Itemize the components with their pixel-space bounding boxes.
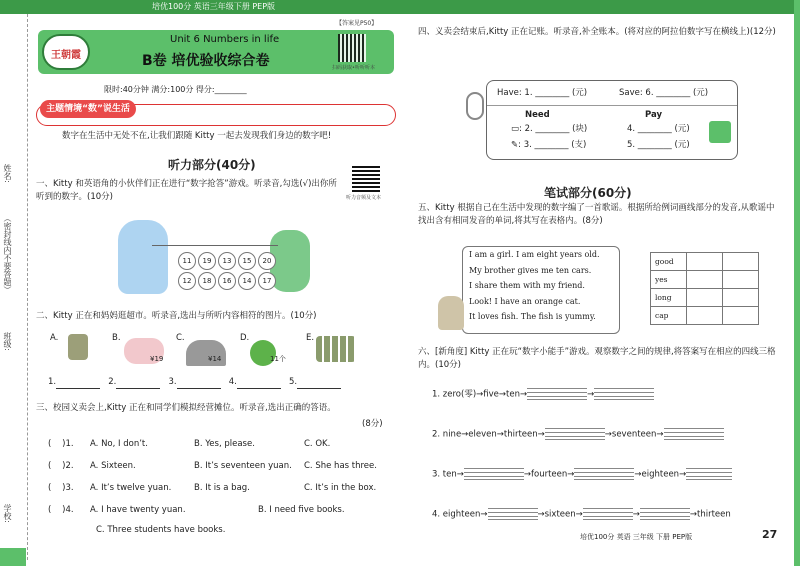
exam-meta: 限时:40分钟 满分:100分 得分:________: [104, 85, 247, 94]
q2-text: 二、Kitty 正在和妈妈逛超市。听录音,选出与所听内容相符的图片。(10分): [36, 311, 317, 321]
page-footer: 培优100分 英语 三年级 下册 PEP版: [580, 533, 693, 541]
exam-title: [142, 50, 270, 70]
number-ball[interactable]: 15: [238, 252, 256, 270]
example-word: good: [651, 253, 687, 271]
balloon-string: [152, 245, 278, 246]
seal-sidebar: [0, 14, 28, 560]
brand-logo: [42, 34, 90, 70]
q3-score: (8分): [362, 419, 383, 429]
option-a: A. Sixteen.: [90, 461, 136, 471]
egg-tray-icon[interactable]: [316, 336, 356, 362]
four-line-grid[interactable]: [686, 468, 732, 480]
answer-blank[interactable]: [116, 379, 160, 389]
row-mid: →sixteen→: [537, 509, 583, 520]
row-mid: →seventeen→: [604, 429, 664, 440]
qr-label: 扫码获取•听听听本: [332, 65, 375, 71]
row-prefix: 4. eighteen→: [432, 509, 488, 520]
number-ball[interactable]: 16: [218, 272, 236, 290]
qr-code-icon[interactable]: [338, 34, 366, 62]
row-mid: →eighteen→: [634, 469, 687, 480]
q3-text: 三、校园义卖会上,Kitty 正在和同学们模拟经营摊位。听录音,选出正确的答语。: [36, 403, 336, 413]
example-word: long: [651, 289, 687, 307]
answer-blank[interactable]: [177, 379, 221, 389]
q3-item: [48, 482, 394, 495]
number-ball[interactable]: 12: [178, 272, 196, 290]
theme-text: 数字在生活中无处不在,让我们跟随 Kitty 一起去发现我们身边的数字吧!: [62, 131, 332, 141]
table-row: [651, 253, 759, 271]
eraser-icon: ▭: [511, 124, 520, 134]
q3-item: [48, 460, 394, 473]
exam-title-text: 培优验收综合卷: [171, 53, 270, 69]
corner-decoration: [0, 548, 26, 566]
option-c: C. She has three.: [304, 461, 377, 471]
number-ball[interactable]: 17: [258, 272, 276, 290]
poem-line: I am a girl. I am eight years old.: [469, 250, 600, 259]
answer-ref: 【答案见P50】: [336, 20, 378, 27]
four-line-grid[interactable]: [574, 468, 634, 480]
option-b: B. Yes, please.: [194, 439, 255, 449]
example-word: cap: [651, 307, 687, 325]
answer-paren[interactable]: ( ): [48, 505, 66, 515]
item-number: 2.: [65, 461, 74, 471]
pattern-row: 4. eighteen→ →sixteen→ → →thirteen: [432, 509, 731, 520]
option-c: C. OK.: [304, 439, 331, 449]
item-number: 3.: [65, 483, 74, 493]
item-number: 4.: [65, 505, 74, 515]
blank-label: 2.: [108, 377, 117, 387]
logo-text: 王朝霞: [51, 50, 81, 61]
q2-answers: [48, 376, 341, 389]
blank-label: 3.: [168, 377, 177, 387]
four-line-grid[interactable]: [664, 428, 724, 440]
row-prefix: 2. nine→eleven→thirteen→: [432, 429, 545, 440]
answer-cell[interactable]: [723, 253, 759, 271]
seal-line-note: （密封线内不要答题）: [3, 214, 12, 294]
pattern-row: 1. zero(零)→five→ten→ →: [432, 388, 654, 401]
top-bar: [0, 0, 800, 14]
corn-icon[interactable]: [68, 334, 88, 360]
account-book: [486, 80, 738, 160]
q1-text: 一、Kitty 和英语角的小伙伴们正在进行“数字抢答”游戏。听录音,勾选(√)出你所听到的数字。(10分): [36, 179, 337, 202]
price-tag: ¥19: [150, 355, 164, 363]
number-ball[interactable]: 19: [198, 252, 216, 270]
class-label: 班级:: [3, 332, 12, 351]
answer-cell[interactable]: [687, 307, 723, 325]
number-ball[interactable]: 18: [198, 272, 216, 290]
poem-line: I share them with my friend.: [469, 281, 585, 290]
q2-option: D.: [240, 333, 250, 343]
edge-decoration: [794, 0, 800, 566]
answer-paren[interactable]: ( ): [48, 483, 66, 493]
q2-option: B.: [112, 333, 121, 343]
four-line-grid[interactable]: [583, 508, 633, 520]
four-line-grid[interactable]: [464, 468, 524, 480]
theme-tag: 主题情境“数”说生活: [40, 100, 136, 118]
q2-option: C.: [176, 333, 185, 343]
option-b: B. It is a bag.: [194, 483, 250, 493]
option-a: A. No, I don’t.: [90, 439, 148, 449]
answer-cell[interactable]: [723, 271, 759, 289]
need-3: [511, 139, 586, 152]
row-prefix: 3. ten→: [432, 469, 464, 480]
paperclip-icon: [466, 92, 484, 120]
answer-blank[interactable]: [56, 379, 100, 389]
bear-illustration: [270, 230, 310, 292]
poem-box: [462, 246, 620, 334]
elephant-illustration: [118, 220, 168, 294]
juan-label: B卷: [142, 53, 167, 69]
four-line-grid[interactable]: [488, 508, 538, 520]
blank-label: 4.: [228, 377, 237, 387]
q6-text: 六、[新角度] Kitty 正在玩“数字小能手”游戏。观察数字之间的规律,将答案写在相应的四线三格内。(10分): [418, 347, 776, 370]
pay-5: 5. ________ (元): [627, 140, 690, 150]
qr-label: 听力音频及文本: [346, 195, 382, 201]
q4-text: 四、义卖会结束后,Kitty 正在记账。听录音,补全账本。(将对应的阿拉伯数字写在横线上)(12分): [418, 27, 776, 37]
row-mid: →thirteen: [689, 509, 731, 520]
answer-cell[interactable]: [687, 253, 723, 271]
answer-cell[interactable]: [723, 307, 759, 325]
table-row: [651, 307, 759, 325]
poem-line: It loves fish. The fish is yummy.: [469, 312, 596, 321]
four-line-grid[interactable]: [527, 388, 587, 400]
school-label: 学校:: [3, 504, 12, 523]
blank-label: 1.: [48, 377, 57, 387]
four-line-grid[interactable]: [640, 508, 690, 520]
name-label: 姓名:: [3, 164, 12, 183]
number-ball[interactable]: 13: [218, 252, 236, 270]
four-line-grid[interactable]: [594, 388, 654, 400]
example-word: yes: [651, 271, 687, 289]
answer-cell[interactable]: [687, 271, 723, 289]
option-c: C. It’s in the box.: [304, 483, 377, 493]
option-a: A. I have twenty yuan.: [90, 505, 186, 515]
option-b: B. I need five books.: [258, 505, 345, 515]
number-ball[interactable]: 11: [178, 252, 196, 270]
four-line-grid[interactable]: [545, 428, 605, 440]
page-number: 27: [762, 528, 778, 541]
pencil-icon: ✎: [511, 140, 519, 150]
q2-option: A.: [50, 333, 59, 343]
need-3-text: : 3. ________ (支): [518, 140, 587, 150]
answer-blank[interactable]: [297, 379, 341, 389]
item-number: 1.: [65, 439, 74, 449]
q5-text: 五、Kitty 根据自己在生活中发现的数字编了一首歌谣。根据所给例词画线部分的发音,从歌谣中找出含有相同发音的单词,将其写在表格内。(8分): [418, 203, 775, 226]
unit-header: [38, 20, 394, 74]
answer-cell[interactable]: [687, 289, 723, 307]
answer-cell[interactable]: [723, 289, 759, 307]
qr-code-icon[interactable]: [352, 164, 380, 192]
row-prefix: 1. zero(零)→five→ten→: [432, 389, 528, 400]
q3-item: [48, 504, 394, 517]
save-line: Save: 6. ________ (元): [619, 88, 709, 98]
listening-title: 听力部分(40分): [168, 158, 256, 172]
top-bar-text: 培优100分 英语三年级下册 PEP版: [152, 2, 276, 11]
writing-title: 笔试部分(60分): [544, 186, 632, 200]
option-a: A. It’s twelve yuan.: [90, 483, 172, 493]
divider: [487, 105, 737, 106]
option-c: C. Three students have books.: [96, 525, 226, 535]
answer-paren[interactable]: ( ): [48, 439, 66, 449]
shopping-bag-icon: [709, 121, 731, 143]
price-tag: ¥14: [208, 355, 222, 363]
q2-option: E.: [306, 333, 315, 343]
poem-line: My brother gives me ten cars.: [469, 265, 592, 275]
pay-label: Pay: [645, 110, 663, 120]
number-ball[interactable]: 14: [238, 272, 256, 290]
cat-illustration: [438, 296, 464, 330]
table-row: [651, 271, 759, 289]
pattern-row: [432, 428, 724, 441]
poem-line: Look! I have an orange cat.: [469, 296, 581, 306]
answer-blank[interactable]: [237, 379, 281, 389]
have-line: Have: 1. ________ (元): [497, 88, 588, 98]
unit-title: Unit 6 Numbers in life: [170, 34, 280, 45]
count-tag: 11个: [270, 355, 286, 363]
table-row: [651, 289, 759, 307]
option-b: B. It’s seventeen yuan.: [194, 461, 292, 471]
need-label: Need: [525, 110, 550, 120]
pattern-row: [432, 468, 732, 481]
phonics-table: [650, 252, 759, 325]
number-ball[interactable]: 20: [258, 252, 276, 270]
answer-paren[interactable]: ( ): [48, 461, 66, 471]
pay-4: 4. ________ (元): [627, 124, 690, 134]
need-2: [511, 123, 587, 136]
row-mid: →fourteen→: [523, 469, 575, 480]
need-2-text: : 2. ________ (块): [519, 124, 588, 134]
q3-item: [48, 438, 394, 451]
blank-label: 5.: [288, 377, 298, 387]
